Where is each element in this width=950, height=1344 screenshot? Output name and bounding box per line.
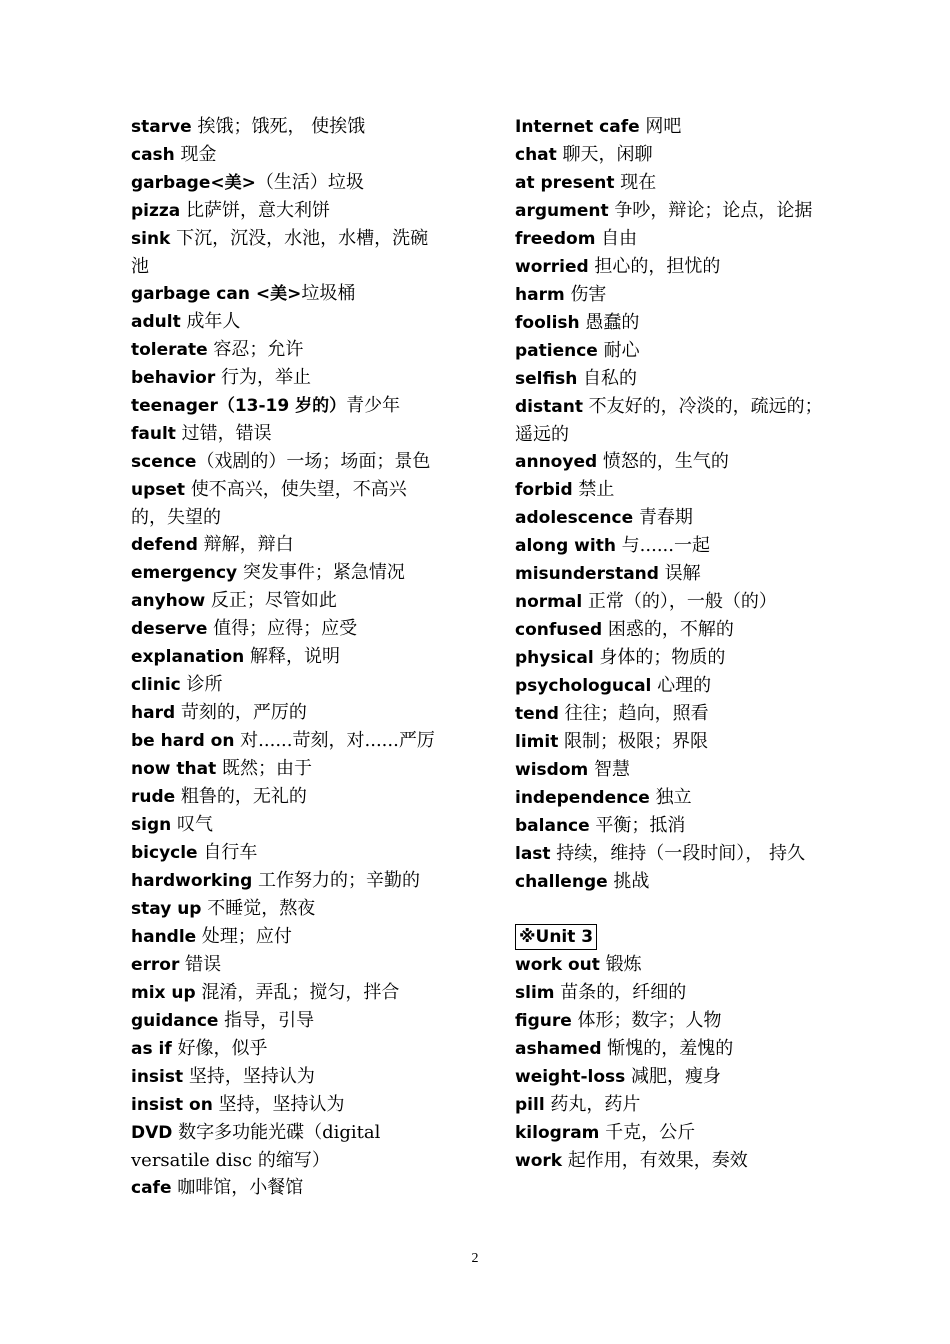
vocab-entry: [131, 671, 441, 699]
vocab-entry: [131, 727, 441, 755]
vocab-definition: 指导，引导: [218, 1010, 315, 1031]
vocab-definition: 下沉，沉没，水池，水槽，洗碗池: [131, 228, 429, 277]
vocab-word: confused: [515, 620, 603, 640]
vocab-entry: [515, 225, 825, 253]
vocab-entry: [515, 169, 825, 197]
vocab-definition: 值得；应得；应受: [207, 618, 358, 639]
vocab-word: kilogram: [515, 1123, 600, 1143]
vocab-entry: [515, 672, 825, 700]
vocab-definition: 工作努力的；辛勤的: [252, 870, 421, 891]
page-number: 2: [471, 1251, 479, 1266]
vocab-word: foolish: [515, 313, 580, 333]
vocab-word: explanation: [131, 647, 245, 667]
vocab-entry: [131, 280, 441, 308]
vocab-definition: 愤怒的，生气的: [597, 451, 729, 472]
vocab-entry: [515, 504, 825, 532]
vocab-word: mix up: [131, 983, 196, 1003]
vocab-word: worried: [515, 257, 589, 277]
vocab-definition: 与......一起: [615, 535, 710, 556]
vocab-word: patience: [515, 341, 598, 361]
vocab-definition: 过错，错误: [175, 423, 272, 444]
vocab-entry: [131, 951, 441, 979]
vocab-word: normal: [515, 592, 583, 612]
vocab-entry: [515, 756, 825, 784]
vocab-entry: [131, 643, 441, 671]
vocab-word: teenager（13-19 岁的）: [131, 396, 347, 416]
unit-heading: ※Unit 3: [515, 924, 597, 950]
vocab-definition: 现金: [174, 144, 217, 165]
vocab-entry: [131, 420, 441, 448]
vocab-definition: 耐心: [597, 340, 640, 361]
vocab-column-right: [515, 113, 825, 1175]
vocab-word: guidance: [131, 1011, 219, 1031]
vocab-definition: 粗鲁的，无礼的: [175, 786, 307, 807]
vocab-definition: 正常（的），一般（的）: [582, 591, 777, 612]
vocab-word: clinic: [131, 675, 181, 695]
vocab-entry: [131, 141, 441, 169]
vocab-word: weight-loss: [515, 1067, 626, 1087]
vocab-entry: [515, 951, 825, 979]
vocab-entry: [131, 755, 441, 783]
vocab-definition: 数字多功能光碟（digital versatile disc 的缩写）: [131, 1122, 381, 1171]
vocab-word: as if: [131, 1039, 172, 1059]
vocab-entry: [131, 1007, 441, 1035]
vocab-word: deserve: [131, 619, 208, 639]
vocab-word: independence: [515, 788, 650, 808]
vocab-entry: [515, 728, 825, 756]
vocab-definition: 锻炼: [599, 954, 642, 975]
vocab-entry: [515, 1147, 825, 1175]
vocab-entry: [515, 532, 825, 560]
vocab-word: fault: [131, 424, 176, 444]
vocab-word: ashamed: [515, 1039, 602, 1059]
vocab-definition: 苗条的，纤细的: [554, 982, 687, 1003]
vocab-entry: [515, 588, 825, 616]
vocab-definition: 混淆，弄乱；搅匀，拌合: [195, 982, 400, 1003]
vocab-entry: [131, 559, 441, 587]
vocab-word: work out: [515, 955, 600, 975]
vocab-entry: [515, 393, 825, 448]
vocab-list-unit-2: [515, 113, 825, 896]
vocab-word: cash: [131, 145, 175, 165]
vocab-definition: 不睡觉，熬夜: [201, 898, 316, 919]
vocab-word: DVD: [131, 1123, 173, 1143]
vocab-entry: [515, 448, 825, 476]
vocab-definition: 聊天，闲聊: [556, 144, 653, 165]
vocab-word: garbage<美>: [131, 173, 256, 193]
vocab-word: harm: [515, 285, 565, 305]
vocab-entry: [515, 476, 825, 504]
vocab-word: annoyed: [515, 452, 598, 472]
vocab-word: limit: [515, 732, 559, 752]
vocab-entry: [515, 784, 825, 812]
vocab-definition: 身体的；物质的: [593, 647, 726, 668]
vocab-word: last: [515, 844, 551, 864]
vocab-word: stay up: [131, 899, 202, 919]
vocab-entry: [131, 811, 441, 839]
vocab-definition: 持续，维持（一段时间）， 持久: [550, 843, 805, 864]
vocab-word: along with: [515, 536, 616, 556]
vocab-entry: [515, 868, 825, 896]
vocab-definition: 千克，公斤: [599, 1122, 696, 1143]
vocab-word: insist: [131, 1067, 184, 1087]
vocab-word: emergency: [131, 563, 238, 583]
vocab-word: selfish: [515, 369, 578, 389]
vocab-word: pill: [515, 1095, 545, 1115]
vocab-entry: [131, 587, 441, 615]
vocab-definition: 青春期: [633, 507, 693, 528]
vocab-word: misunderstand: [515, 564, 659, 584]
vocab-definition: 突发事件；紧急情况: [237, 562, 405, 583]
vocab-definition: 往往；趋向，照看: [558, 703, 709, 724]
vocab-definition: 伤害: [564, 284, 607, 305]
vocab-definition: 青少年: [346, 395, 401, 416]
vocab-word: behavior: [131, 368, 216, 388]
vocab-entry: [131, 197, 441, 225]
vocab-definition: 挨饿；饿死， 使挨饿: [191, 116, 366, 137]
vocab-definition: 药丸，药片: [544, 1094, 641, 1115]
vocab-word: figure: [515, 1011, 572, 1031]
vocab-entry: [131, 1091, 441, 1119]
vocab-definition: 网吧: [639, 116, 682, 137]
vocab-definition: 独立: [649, 787, 692, 808]
vocab-word: hardworking: [131, 871, 253, 891]
vocab-word: garbage can <美>: [131, 284, 302, 304]
vocab-entry: [131, 839, 441, 867]
vocab-entry: [131, 225, 441, 280]
vocab-definition: 惭愧的，羞愧的: [601, 1038, 734, 1059]
vocab-word: chat: [515, 145, 557, 165]
vocab-definition: 咖啡馆，小餐馆: [171, 1177, 304, 1198]
vocab-entry: [131, 392, 441, 420]
vocab-definition: 挑战: [607, 871, 650, 892]
vocab-entry: [515, 1063, 825, 1091]
vocab-definition: 心理的: [651, 675, 712, 696]
vocab-entry: [131, 169, 441, 197]
vocab-definition: 误解: [658, 563, 701, 584]
vocab-entry: [131, 783, 441, 811]
vocab-word: defend: [131, 535, 198, 555]
vocab-word: freedom: [515, 229, 596, 249]
vocab-word: balance: [515, 816, 590, 836]
vocab-entry: [131, 364, 441, 392]
vocab-entry: [131, 308, 441, 336]
vocab-word: argument: [515, 201, 609, 221]
vocab-entry: [515, 281, 825, 309]
vocab-entry: [515, 644, 825, 672]
vocab-definition: 使不高兴，使失望，不高兴的，失望的: [131, 479, 407, 528]
vocab-entry: [515, 1091, 825, 1119]
vocab-word: at present: [515, 173, 615, 193]
vocab-word: sink: [131, 229, 171, 249]
vocab-entry: [515, 840, 825, 868]
vocab-entry: [131, 448, 441, 476]
vocab-word: now that: [131, 759, 217, 779]
vocab-entry: [131, 867, 441, 895]
section-gap: [515, 896, 825, 923]
vocab-entry: [131, 895, 441, 923]
vocab-definition: 比萨饼，意大利饼: [180, 200, 330, 221]
vocab-word: physical: [515, 648, 594, 668]
vocab-definition: 体形；数字；人物: [571, 1010, 722, 1031]
vocab-word: wisdom: [515, 760, 589, 780]
vocab-definition: 既然；由于: [216, 758, 312, 779]
vocab-word: insist on: [131, 1095, 213, 1115]
vocab-definition: 错误: [179, 954, 222, 975]
vocab-definition: 限制；极限；界限: [558, 731, 709, 752]
vocab-word: psychologucal: [515, 676, 652, 696]
vocab-entry: [131, 699, 441, 727]
vocab-definition: 诊所: [180, 674, 223, 695]
vocab-definition: 禁止: [572, 479, 615, 500]
vocab-definition: 自行车: [197, 842, 258, 863]
vocab-definition: 成年人: [180, 311, 241, 332]
vocab-definition: 叹气: [171, 814, 213, 835]
vocab-entry: [515, 309, 825, 337]
vocab-definition: 好像，似乎: [171, 1038, 268, 1059]
vocab-entry: [131, 476, 441, 531]
vocab-word: rude: [131, 787, 176, 807]
vocab-definition: 不友好的，冷淡的，疏远的；遥远的: [515, 396, 823, 445]
vocab-entry: [515, 560, 825, 588]
vocab-definition: 起作用，有效果，奏效: [562, 1150, 748, 1171]
vocab-word: work: [515, 1151, 563, 1171]
vocab-entry: [515, 113, 825, 141]
vocab-entry: [131, 531, 441, 559]
vocab-definition: 垃圾桶: [301, 283, 356, 304]
unit-heading-row: [515, 923, 825, 951]
vocab-word: adult: [131, 312, 181, 332]
vocab-word: handle: [131, 927, 197, 947]
vocab-definition: 坚持，坚持认为: [212, 1094, 345, 1115]
vocab-word: upset: [131, 480, 186, 500]
vocab-entry: [515, 197, 825, 225]
vocab-word: pizza: [131, 201, 181, 221]
vocab-definition: 坚持，坚持认为: [183, 1066, 315, 1087]
vocab-word: adolescence: [515, 508, 634, 528]
vocab-word: tend: [515, 704, 559, 724]
vocab-definition: 辩解，辩白: [197, 534, 294, 555]
vocab-word: anyhow: [131, 591, 206, 611]
vocab-entry: [515, 1119, 825, 1147]
vocab-word: starve: [131, 117, 192, 137]
vocab-definition: 解释，说明: [244, 646, 341, 667]
vocab-entry: [131, 1035, 441, 1063]
vocab-entry: [131, 1063, 441, 1091]
vocab-word: Internet cafe: [515, 117, 640, 137]
vocab-definition: 容忍；允许: [207, 339, 304, 360]
vocab-definition: 争吵，辩论；论点，论据: [608, 200, 813, 221]
vocab-word: error: [131, 955, 180, 975]
vocab-list-unit-3: [515, 951, 825, 1175]
vocab-entry: [131, 923, 441, 951]
vocab-entry: [515, 365, 825, 393]
vocab-entry: [515, 616, 825, 644]
vocab-definition: 平衡；抵消: [589, 815, 686, 836]
vocab-word: be hard on: [131, 731, 235, 751]
vocab-definition: 现在: [614, 172, 657, 193]
vocab-entry: [131, 979, 441, 1007]
vocab-definition: 行为，举止: [215, 367, 311, 388]
vocab-entry: [515, 141, 825, 169]
vocab-word: challenge: [515, 872, 608, 892]
vocab-word: bicycle: [131, 843, 198, 863]
vocab-definition: 自私的: [577, 368, 638, 389]
vocab-entry: [515, 1035, 825, 1063]
vocab-column-left: [131, 113, 441, 1202]
vocab-definition: 处理；应付: [196, 926, 292, 947]
vocab-word: tolerate: [131, 340, 208, 360]
vocab-entry: [131, 336, 441, 364]
vocab-word: slim: [515, 983, 555, 1003]
vocab-definition: 困惑的，不解的: [602, 619, 734, 640]
vocab-entry: [515, 700, 825, 728]
vocab-definition: 自由: [595, 228, 638, 249]
vocab-word: sign: [131, 815, 172, 835]
vocab-definition: 担心的，担忧的: [588, 256, 721, 277]
vocab-word: hard: [131, 703, 176, 723]
vocab-definition: 反正；尽管如此: [205, 590, 337, 611]
vocab-entry: [131, 113, 441, 141]
vocab-entry: [131, 1174, 441, 1202]
vocab-word: distant: [515, 397, 583, 417]
vocab-entry: [515, 337, 825, 365]
vocab-word: scence: [131, 452, 197, 472]
vocab-definition: 愚蠢的: [579, 312, 640, 333]
vocab-entry: [131, 615, 441, 643]
vocab-entry: [131, 1119, 441, 1174]
vocab-definition: 苛刻的，严厉的: [175, 702, 307, 723]
vocab-entry: [515, 812, 825, 840]
vocab-entry: [515, 979, 825, 1007]
vocab-definition: 智慧: [588, 759, 630, 780]
vocab-entry: [515, 253, 825, 281]
vocab-definition: 对......苛刻，对......严厉: [234, 730, 435, 751]
vocab-definition: （生活）垃圾: [255, 172, 364, 193]
vocab-word: cafe: [131, 1178, 172, 1198]
vocab-definition: （戏剧的）一场；场面；景色: [196, 451, 431, 472]
vocab-word: forbid: [515, 480, 573, 500]
vocab-entry: [515, 1007, 825, 1035]
vocab-definition: 减肥，瘦身: [625, 1066, 721, 1087]
